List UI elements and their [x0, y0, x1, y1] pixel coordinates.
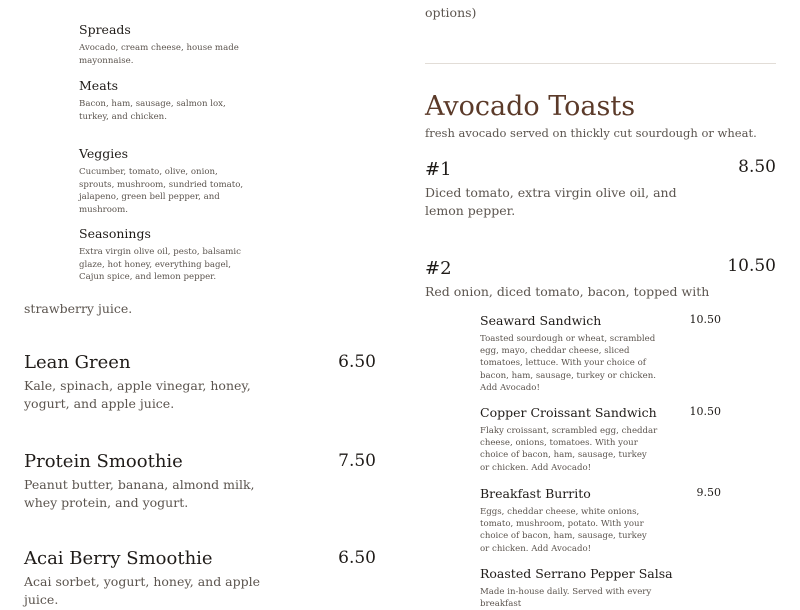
add-ons-panel [0, 0, 400, 296]
menu-item-price: 10.50 [689, 313, 721, 326]
menu-item-price: 10.50 [689, 405, 721, 418]
add-on-item [79, 146, 254, 216]
add-on-title: Spreads [79, 22, 131, 37]
add-on-title: Seasonings [79, 226, 151, 241]
menu-item-price: 6.50 [338, 548, 376, 568]
menu-item-description: Red onion, diced tomato, bacon, topped with [425, 284, 710, 299]
add-on-description: Extra virgin olive oil, pesto, balsamic glaze, hot honey, everything bagel, Cajun spice, and lemon pepper. [79, 247, 241, 283]
menu-item [24, 548, 376, 609]
smoothie-fragment: strawberry juice. [24, 301, 133, 316]
menu-item-title: Roasted Serrano Pepper Salsa [480, 566, 673, 581]
menu-item-title: Breakfast Burrito [480, 486, 591, 501]
add-on-description: Cucumber, tomato, olive, onion, sprouts, mushroom, sundried tomato, jalapeno, green bell pepper, and mushroom. [79, 167, 244, 215]
menu-item-description: Made in-house daily. Served with every breakfast [480, 587, 652, 610]
menu-item-description: Diced tomato, extra virgin olive oil, and lemon pepper. [425, 185, 677, 218]
menu-item-title: Lean Green [24, 352, 131, 373]
menu-item [480, 405, 721, 474]
menu-item-description: Flaky croissant, scrambled egg, cheddar cheese, onions, tomatoes. With your choice of bacon, ham, sausage, turkey or chicken. Add Avocado! [480, 426, 658, 473]
section-heading: Avocado Toasts [425, 91, 636, 122]
menu-item-title: Copper Croissant Sandwich [480, 405, 657, 420]
menu-item-price: 8.50 [738, 157, 776, 177]
menu-item-description: Toasted sourdough or wheat, scrambled egg, mayo, cheddar cheese, sliced tomatoes, lettuce. With your choice of bacon, ham, sausage, turkey or chicken. Add Avocado! [480, 334, 656, 393]
menu-item-title: Protein Smoothie [24, 451, 183, 472]
menu-item-title: #1 [425, 159, 452, 180]
add-on-description: Bacon, ham, sausage, salmon lox, turkey, and chicken. [79, 99, 226, 122]
smoothies-section [0, 296, 400, 607]
previous-item-fragment: options) [425, 5, 477, 20]
menu-item [24, 352, 376, 413]
menu-item-title: Seaward Sandwich [480, 313, 602, 328]
avocado-toasts-section [400, 0, 800, 302]
menu-item-description: Kale, spinach, apple vinegar, honey, yogurt, and apple juice. [24, 378, 251, 411]
menu-item-price: 9.50 [696, 486, 721, 499]
menu-item [480, 566, 721, 610]
menu-item [480, 486, 721, 555]
menu-item-price: 6.50 [338, 352, 376, 372]
menu-item-title: #2 [425, 258, 452, 279]
section-subheading: fresh avocado served on thickly cut sourdough or wheat. [425, 126, 757, 140]
add-on-title: Meats [79, 78, 119, 93]
menu-item [425, 159, 776, 220]
menu-item-description: Eggs, cheddar cheese, white onions, tomato, mushroom, potato. With your choice of bacon, ham, sausage, turkey or chicken. Add Avocado! [480, 507, 647, 554]
menu-item-price: 10.50 [727, 256, 776, 276]
section-divider [425, 63, 776, 64]
menu-item [480, 313, 721, 394]
add-on-item [79, 226, 254, 284]
add-on-item [79, 22, 254, 67]
menu-item-price: 7.50 [338, 451, 376, 471]
menu-item-description: Acai sorbet, yogurt, honey, and apple juice. [24, 574, 261, 607]
add-on-item [79, 78, 254, 123]
breakfast-section [400, 302, 800, 610]
menu-item-title: Acai Berry Smoothie [24, 548, 213, 569]
add-on-title: Veggies [79, 146, 129, 161]
add-on-description: Avocado, cream cheese, house made mayonnaise. [79, 43, 239, 66]
menu-item [24, 451, 376, 512]
menu-item-description: Peanut butter, banana, almond milk, whey protein, and yogurt. [24, 477, 255, 510]
